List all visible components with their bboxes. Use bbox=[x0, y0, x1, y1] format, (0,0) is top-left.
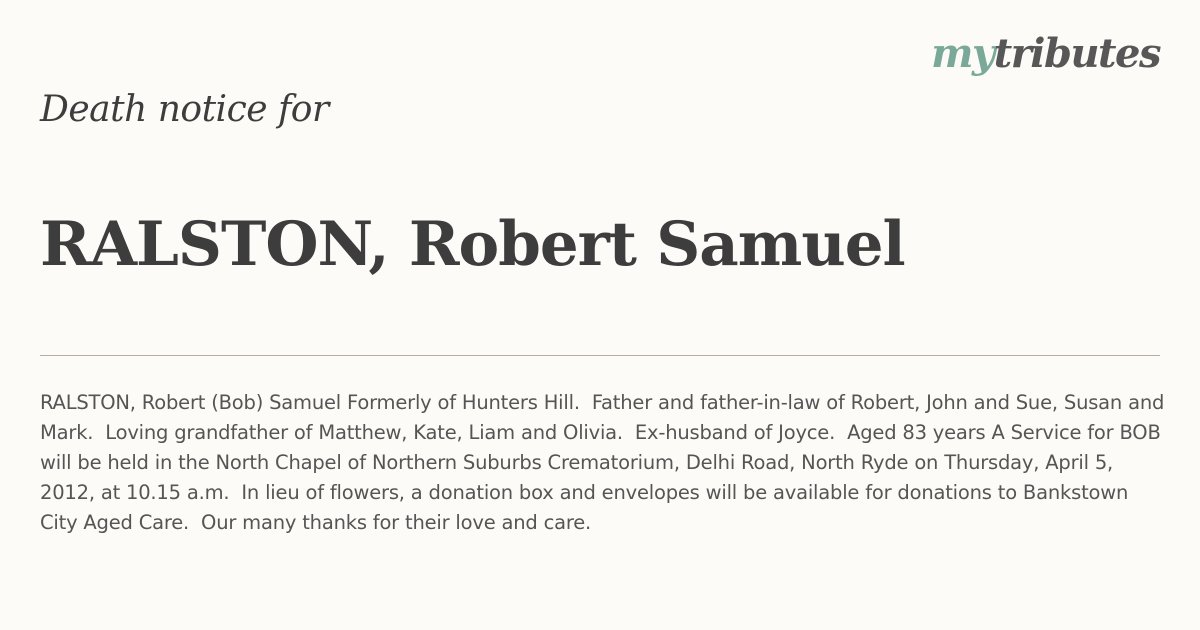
logo-my-text: my bbox=[931, 30, 994, 77]
logo-tributes-text: tributes bbox=[993, 30, 1160, 77]
deceased-name: RALSTON, Robert Samuel bbox=[40, 209, 905, 280]
mytributes-logo[interactable] bbox=[931, 30, 1160, 77]
notice-subtitle: Death notice for bbox=[40, 89, 329, 130]
divider bbox=[40, 355, 1160, 356]
notice-body-text: RALSTON, Robert (Bob) Samuel Formerly of Hunters Hill. Father and father-in-law of Robert, John and Sue, Susan and Mark. Loving grandfather of Matthew, Kate, Liam and Olivia. Ex-husband of Joyce. Aged 83 years A Service for BOB will be held in the North Chapel of Northern Suburbs Crematorium, Delhi Road, North Ryde on Thursday, April 5, 2012, at 10.15 a.m. In lieu of flowers, a donation box and envelopes will be available for donations to Bankstown City Aged Care. Our many thanks for their love and care. bbox=[40, 391, 1171, 534]
